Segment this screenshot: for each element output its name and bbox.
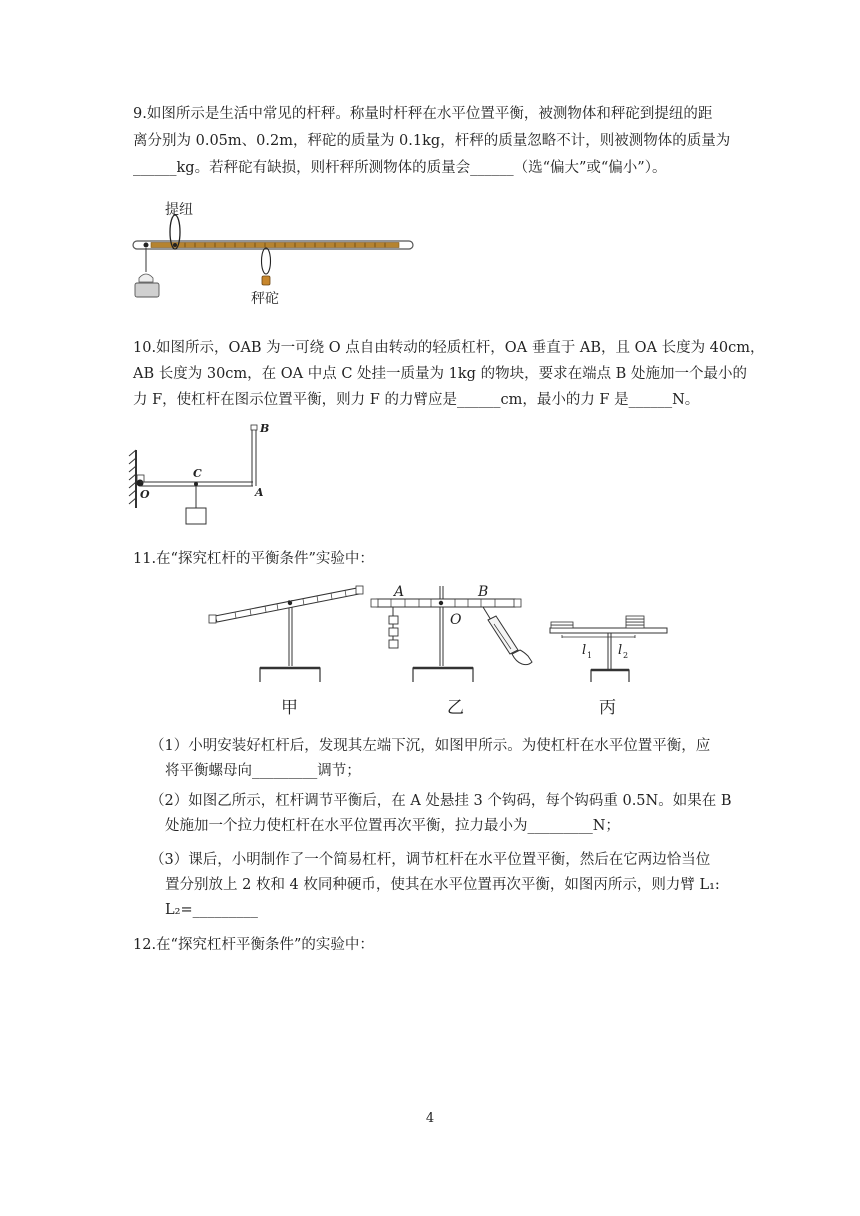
lever-oab-figure [125, 420, 275, 532]
q11-part1-line2: 将平衡螺母向_________调节； [165, 763, 361, 779]
figure-bing [550, 616, 667, 718]
q11-part2-line2: 处施加一个拉力使杠杆在水平位置再次平衡，拉力最小为_________N； [165, 818, 620, 834]
label-O: O [140, 488, 150, 501]
q11-title: 11.在“探究杠杆的平衡条件”实验中： [133, 551, 374, 567]
steelyard-figure [125, 190, 425, 315]
q10-line2: AB 长度为 30cm，在 OA 中点 C 处挂一质量为 1kg 的物块，要求在端点 B 处施加一个最小的 [133, 366, 747, 382]
label-l1: l [582, 643, 587, 658]
label-l2-sub: 2 [623, 651, 629, 660]
label-jia: 甲 [281, 698, 298, 718]
label-yi: 乙 [447, 698, 464, 718]
label-handle: 提纽 [165, 202, 193, 218]
q9-line2: 离分别为 0.05m、0.2m，秤砣的质量为 0.1kg，杆秤的质量忽略不计，则被测物体的质量为 [133, 133, 731, 149]
label-yi-B: B [478, 584, 489, 600]
q10-line1: 10.如图所示，OAB 为一可绕 O 点自由转动的轻质杠杆，OA 垂直于 AB，且 OA 长度为 40cm， [133, 340, 765, 356]
q11-part1-line1: （1）小明安装好杠杆后，发现其左端下沉，如图甲所示。为使杠杆在水平位置平衡，应 [150, 738, 711, 754]
label-A: A [255, 486, 264, 499]
label-l2: l [618, 643, 623, 658]
figure-jia [209, 586, 363, 718]
q11-part3-line1: （3）课后，小明制作了一个简易杠杆，调节杠杆在水平位置平衡，然后在它两边恰当位 [150, 852, 711, 868]
q10-line3: 力 F，使杠杆在图示位置平衡，则力 F 的力臂应是______cm，最小的力 F 是______N。 [133, 392, 700, 408]
label-bing: 丙 [599, 698, 616, 718]
label-yi-A: A [394, 584, 405, 600]
lever-experiment-figures [205, 578, 675, 723]
label-B: B [260, 422, 270, 435]
figure-yi [371, 584, 532, 718]
q11-part2-line1: （2）如图乙所示，杠杆调节平衡后，在 A 处悬挂 3 个钩码，每个钩码重 0.5N。如果在 B [150, 793, 732, 809]
label-l1-sub: 1 [587, 651, 593, 660]
q12-title: 12.在“探究杠杆平衡条件”的实验中： [133, 937, 374, 953]
q11-part3-line2: 置分别放上 2 枚和 4 枚同种硬币，使其在水平位置再次平衡，如图丙所示，则力臂 L₁: [165, 877, 720, 893]
label-weight: 秤砣 [251, 291, 279, 307]
q9-line1: 9.如图所示是生活中常见的杆秤。称量时杆秤在水平位置平衡，被测物体和秤砣到提纽的距 [133, 106, 713, 122]
label-C: C [193, 467, 202, 480]
q9-line3: ______kg。若秤砣有缺损，则杆秤所测物体的质量会______（选“偏大”或“偏小”）。 [133, 160, 667, 176]
q11-part3-line3: L₂=_________ [165, 902, 258, 918]
label-yi-O: O [450, 612, 462, 628]
page-number: 4 [425, 1111, 435, 1126]
